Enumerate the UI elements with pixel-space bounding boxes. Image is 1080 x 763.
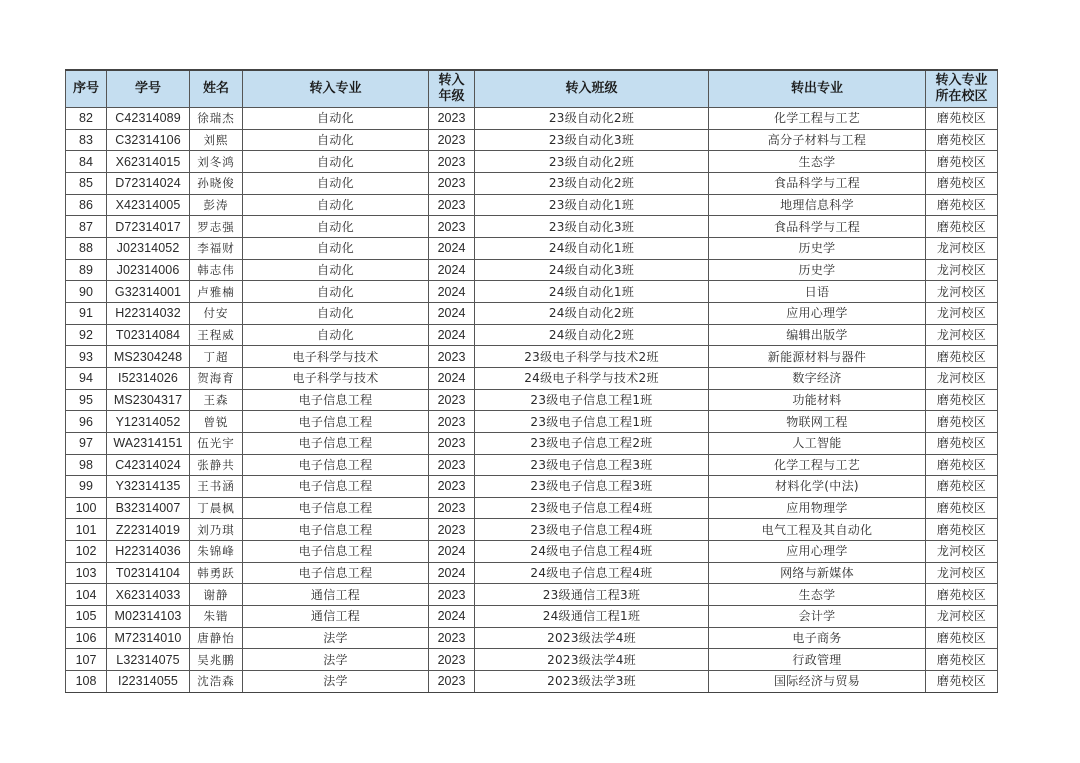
table-row bbox=[66, 432, 998, 454]
cell-target-major: 自动化 bbox=[243, 302, 429, 324]
table-row bbox=[66, 649, 998, 671]
cell-grade: 2023 bbox=[429, 649, 475, 671]
cell-campus: 磨苑校区 bbox=[926, 389, 998, 411]
cell-seq: 102 bbox=[66, 541, 107, 563]
cell-grade: 2023 bbox=[429, 216, 475, 238]
cell-target-class: 23级电子信息工程1班 bbox=[475, 411, 709, 433]
cell-campus: 磨苑校区 bbox=[926, 454, 998, 476]
cell-campus: 磨苑校区 bbox=[926, 411, 998, 433]
cell-student-id: L32314075 bbox=[107, 649, 190, 671]
header-student-id: 学号 bbox=[107, 70, 190, 108]
cell-seq: 100 bbox=[66, 497, 107, 519]
cell-name: 王书涵 bbox=[190, 476, 243, 498]
cell-seq: 90 bbox=[66, 281, 107, 303]
cell-source-major: 数字经济 bbox=[709, 367, 926, 389]
cell-student-id: H22314036 bbox=[107, 541, 190, 563]
header-seq: 序号 bbox=[66, 70, 107, 108]
cell-campus: 龙河校区 bbox=[926, 324, 998, 346]
table-row bbox=[66, 129, 998, 151]
cell-name: 伍光宇 bbox=[190, 432, 243, 454]
cell-seq: 105 bbox=[66, 606, 107, 628]
table-row bbox=[66, 172, 998, 194]
cell-source-major: 历史学 bbox=[709, 259, 926, 281]
cell-target-class: 24级通信工程1班 bbox=[475, 606, 709, 628]
table-row bbox=[66, 627, 998, 649]
cell-campus: 磨苑校区 bbox=[926, 476, 998, 498]
cell-campus: 磨苑校区 bbox=[926, 671, 998, 693]
cell-target-class: 23级通信工程3班 bbox=[475, 584, 709, 606]
cell-target-class: 23级电子信息工程4班 bbox=[475, 519, 709, 541]
cell-source-major: 新能源材料与器件 bbox=[709, 346, 926, 368]
cell-target-class: 2023级法学4班 bbox=[475, 649, 709, 671]
cell-student-id: D72314024 bbox=[107, 172, 190, 194]
cell-student-id: Y12314052 bbox=[107, 411, 190, 433]
cell-target-major: 电子信息工程 bbox=[243, 411, 429, 433]
cell-grade: 2023 bbox=[429, 671, 475, 693]
cell-grade: 2023 bbox=[429, 194, 475, 216]
table-row bbox=[66, 281, 998, 303]
cell-campus: 龙河校区 bbox=[926, 367, 998, 389]
cell-seq: 82 bbox=[66, 108, 107, 130]
cell-campus: 磨苑校区 bbox=[926, 129, 998, 151]
cell-target-major: 自动化 bbox=[243, 324, 429, 346]
cell-target-major: 电子科学与技术 bbox=[243, 346, 429, 368]
cell-campus: 磨苑校区 bbox=[926, 627, 998, 649]
cell-student-id: C42314024 bbox=[107, 454, 190, 476]
cell-source-major: 食品科学与工程 bbox=[709, 216, 926, 238]
table-row bbox=[66, 302, 998, 324]
cell-student-id: MS2304317 bbox=[107, 389, 190, 411]
table-row bbox=[66, 606, 998, 628]
cell-grade: 2023 bbox=[429, 454, 475, 476]
cell-grade: 2024 bbox=[429, 259, 475, 281]
cell-name: 刘乃琪 bbox=[190, 519, 243, 541]
cell-seq: 101 bbox=[66, 519, 107, 541]
cell-target-class: 24级自动化2班 bbox=[475, 302, 709, 324]
cell-campus: 磨苑校区 bbox=[926, 584, 998, 606]
cell-name: 贺海育 bbox=[190, 367, 243, 389]
cell-seq: 106 bbox=[66, 627, 107, 649]
cell-student-id: MS2304248 bbox=[107, 346, 190, 368]
cell-student-id: J02314006 bbox=[107, 259, 190, 281]
cell-grade: 2023 bbox=[429, 497, 475, 519]
cell-target-major: 法学 bbox=[243, 627, 429, 649]
cell-target-major: 电子信息工程 bbox=[243, 454, 429, 476]
cell-seq: 97 bbox=[66, 432, 107, 454]
cell-student-id: Y32314135 bbox=[107, 476, 190, 498]
cell-source-major: 国际经济与贸易 bbox=[709, 671, 926, 693]
table-row bbox=[66, 237, 998, 259]
table-row bbox=[66, 324, 998, 346]
cell-student-id: M02314103 bbox=[107, 606, 190, 628]
table-row bbox=[66, 346, 998, 368]
cell-grade: 2023 bbox=[429, 108, 475, 130]
cell-grade: 2023 bbox=[429, 519, 475, 541]
header-campus-line2: 所在校区 bbox=[935, 89, 988, 104]
table-row bbox=[66, 671, 998, 693]
cell-student-id: D72314017 bbox=[107, 216, 190, 238]
cell-campus: 龙河校区 bbox=[926, 281, 998, 303]
cell-student-id: WA2314151 bbox=[107, 432, 190, 454]
cell-source-major: 食品科学与工程 bbox=[709, 172, 926, 194]
cell-grade: 2023 bbox=[429, 151, 475, 173]
cell-target-class: 24级自动化1班 bbox=[475, 237, 709, 259]
cell-student-id: X62314033 bbox=[107, 584, 190, 606]
cell-target-major: 自动化 bbox=[243, 237, 429, 259]
cell-name: 韩勇跃 bbox=[190, 562, 243, 584]
cell-campus: 龙河校区 bbox=[926, 259, 998, 281]
cell-target-major: 电子信息工程 bbox=[243, 562, 429, 584]
header-grade-line1: 转入 bbox=[438, 73, 465, 88]
cell-target-class: 24级电子信息工程4班 bbox=[475, 541, 709, 563]
table-row bbox=[66, 476, 998, 498]
cell-grade: 2023 bbox=[429, 627, 475, 649]
cell-target-major: 自动化 bbox=[243, 108, 429, 130]
cell-campus: 磨苑校区 bbox=[926, 432, 998, 454]
cell-name: 刘熙 bbox=[190, 129, 243, 151]
cell-grade: 2023 bbox=[429, 432, 475, 454]
transfer-list-sheet bbox=[65, 69, 998, 693]
table-row bbox=[66, 389, 998, 411]
cell-name: 丁晨枫 bbox=[190, 497, 243, 519]
cell-seq: 107 bbox=[66, 649, 107, 671]
cell-grade: 2024 bbox=[429, 562, 475, 584]
header-row bbox=[66, 70, 998, 108]
cell-student-id: H22314032 bbox=[107, 302, 190, 324]
cell-campus: 磨苑校区 bbox=[926, 497, 998, 519]
cell-seq: 94 bbox=[66, 367, 107, 389]
table-row bbox=[66, 411, 998, 433]
cell-source-major: 应用心理学 bbox=[709, 302, 926, 324]
table-row bbox=[66, 519, 998, 541]
header-campus bbox=[926, 70, 998, 108]
header-target-class: 转入班级 bbox=[475, 70, 709, 108]
cell-target-major: 自动化 bbox=[243, 194, 429, 216]
cell-name: 张静共 bbox=[190, 454, 243, 476]
cell-source-major: 应用心理学 bbox=[709, 541, 926, 563]
cell-name: 王森 bbox=[190, 389, 243, 411]
cell-grade: 2024 bbox=[429, 324, 475, 346]
cell-name: 曾锐 bbox=[190, 411, 243, 433]
cell-student-id: C42314089 bbox=[107, 108, 190, 130]
cell-campus: 磨苑校区 bbox=[926, 108, 998, 130]
cell-target-major: 自动化 bbox=[243, 259, 429, 281]
cell-name: 朱锴 bbox=[190, 606, 243, 628]
cell-seq: 88 bbox=[66, 237, 107, 259]
cell-name: 吴兆鹏 bbox=[190, 649, 243, 671]
table-row bbox=[66, 108, 998, 130]
cell-campus: 龙河校区 bbox=[926, 541, 998, 563]
cell-campus: 磨苑校区 bbox=[926, 194, 998, 216]
cell-target-major: 自动化 bbox=[243, 216, 429, 238]
cell-student-id: I52314026 bbox=[107, 367, 190, 389]
table-row bbox=[66, 194, 998, 216]
header-grade-line2: 年级 bbox=[438, 89, 465, 104]
cell-seq: 87 bbox=[66, 216, 107, 238]
cell-target-class: 24级自动化3班 bbox=[475, 259, 709, 281]
cell-source-major: 高分子材料与工程 bbox=[709, 129, 926, 151]
cell-student-id: C32314106 bbox=[107, 129, 190, 151]
cell-target-major: 电子信息工程 bbox=[243, 519, 429, 541]
header-name: 姓名 bbox=[190, 70, 243, 108]
cell-campus: 龙河校区 bbox=[926, 237, 998, 259]
cell-campus: 龙河校区 bbox=[926, 302, 998, 324]
cell-seq: 92 bbox=[66, 324, 107, 346]
cell-target-major: 自动化 bbox=[243, 129, 429, 151]
cell-campus: 磨苑校区 bbox=[926, 216, 998, 238]
cell-campus: 磨苑校区 bbox=[926, 172, 998, 194]
cell-target-class: 23级电子科学与技术2班 bbox=[475, 346, 709, 368]
cell-seq: 86 bbox=[66, 194, 107, 216]
cell-source-major: 功能材料 bbox=[709, 389, 926, 411]
cell-target-class: 24级自动化1班 bbox=[475, 281, 709, 303]
cell-student-id: B32314007 bbox=[107, 497, 190, 519]
cell-campus: 磨苑校区 bbox=[926, 346, 998, 368]
cell-target-class: 2023级法学3班 bbox=[475, 671, 709, 693]
cell-source-major: 行政管理 bbox=[709, 649, 926, 671]
cell-name: 卢雅楠 bbox=[190, 281, 243, 303]
cell-grade: 2024 bbox=[429, 367, 475, 389]
cell-target-class: 23级电子信息工程4班 bbox=[475, 497, 709, 519]
table-row bbox=[66, 497, 998, 519]
cell-target-class: 24级电子信息工程4班 bbox=[475, 562, 709, 584]
table-row bbox=[66, 584, 998, 606]
cell-source-major: 应用物理学 bbox=[709, 497, 926, 519]
cell-target-class: 24级自动化2班 bbox=[475, 324, 709, 346]
cell-source-major: 历史学 bbox=[709, 237, 926, 259]
cell-name: 孙晓俊 bbox=[190, 172, 243, 194]
header-campus-line1: 转入专业 bbox=[935, 73, 988, 88]
cell-campus: 磨苑校区 bbox=[926, 519, 998, 541]
cell-target-class: 23级自动化2班 bbox=[475, 172, 709, 194]
cell-source-major: 会计学 bbox=[709, 606, 926, 628]
cell-name: 谢静 bbox=[190, 584, 243, 606]
cell-target-class: 24级电子科学与技术2班 bbox=[475, 367, 709, 389]
cell-name: 沈浩森 bbox=[190, 671, 243, 693]
cell-student-id: M72314010 bbox=[107, 627, 190, 649]
cell-source-major: 地理信息科学 bbox=[709, 194, 926, 216]
cell-target-major: 电子信息工程 bbox=[243, 389, 429, 411]
cell-target-major: 自动化 bbox=[243, 281, 429, 303]
cell-target-major: 电子科学与技术 bbox=[243, 367, 429, 389]
cell-seq: 103 bbox=[66, 562, 107, 584]
cell-campus: 磨苑校区 bbox=[926, 649, 998, 671]
cell-seq: 85 bbox=[66, 172, 107, 194]
cell-grade: 2024 bbox=[429, 302, 475, 324]
cell-source-major: 网络与新媒体 bbox=[709, 562, 926, 584]
cell-campus: 磨苑校区 bbox=[926, 151, 998, 173]
table-row bbox=[66, 454, 998, 476]
transfer-table bbox=[65, 69, 998, 693]
table-row bbox=[66, 259, 998, 281]
cell-source-major: 生态学 bbox=[709, 584, 926, 606]
cell-grade: 2024 bbox=[429, 237, 475, 259]
cell-source-major: 生态学 bbox=[709, 151, 926, 173]
cell-grade: 2024 bbox=[429, 541, 475, 563]
cell-seq: 93 bbox=[66, 346, 107, 368]
cell-student-id: J02314052 bbox=[107, 237, 190, 259]
cell-target-major: 通信工程 bbox=[243, 606, 429, 628]
cell-name: 徐瑞杰 bbox=[190, 108, 243, 130]
cell-source-major: 化学工程与工艺 bbox=[709, 108, 926, 130]
cell-source-major: 编辑出版学 bbox=[709, 324, 926, 346]
cell-source-major: 电气工程及其自动化 bbox=[709, 519, 926, 541]
cell-target-class: 23级电子信息工程3班 bbox=[475, 476, 709, 498]
table-row bbox=[66, 151, 998, 173]
table-row bbox=[66, 541, 998, 563]
cell-target-class: 23级自动化2班 bbox=[475, 151, 709, 173]
cell-grade: 2023 bbox=[429, 129, 475, 151]
cell-grade: 2023 bbox=[429, 172, 475, 194]
cell-target-major: 自动化 bbox=[243, 151, 429, 173]
cell-grade: 2024 bbox=[429, 606, 475, 628]
cell-target-major: 电子信息工程 bbox=[243, 541, 429, 563]
cell-student-id: X42314005 bbox=[107, 194, 190, 216]
cell-student-id: T02314104 bbox=[107, 562, 190, 584]
cell-student-id: T02314084 bbox=[107, 324, 190, 346]
cell-seq: 99 bbox=[66, 476, 107, 498]
cell-seq: 95 bbox=[66, 389, 107, 411]
cell-target-class: 2023级法学4班 bbox=[475, 627, 709, 649]
cell-seq: 91 bbox=[66, 302, 107, 324]
cell-campus: 龙河校区 bbox=[926, 562, 998, 584]
cell-target-major: 通信工程 bbox=[243, 584, 429, 606]
header-grade bbox=[429, 70, 475, 108]
cell-name: 罗志强 bbox=[190, 216, 243, 238]
cell-grade: 2023 bbox=[429, 584, 475, 606]
cell-source-major: 物联网工程 bbox=[709, 411, 926, 433]
cell-source-major: 日语 bbox=[709, 281, 926, 303]
cell-source-major: 化学工程与工艺 bbox=[709, 454, 926, 476]
cell-name: 丁超 bbox=[190, 346, 243, 368]
cell-target-class: 23级电子信息工程1班 bbox=[475, 389, 709, 411]
cell-target-class: 23级电子信息工程2班 bbox=[475, 432, 709, 454]
cell-name: 付安 bbox=[190, 302, 243, 324]
header-target-major: 转入专业 bbox=[243, 70, 429, 108]
cell-source-major: 人工智能 bbox=[709, 432, 926, 454]
table-body bbox=[66, 108, 998, 693]
cell-seq: 84 bbox=[66, 151, 107, 173]
cell-grade: 2023 bbox=[429, 476, 475, 498]
table-row bbox=[66, 367, 998, 389]
cell-campus: 龙河校区 bbox=[926, 606, 998, 628]
cell-seq: 89 bbox=[66, 259, 107, 281]
cell-target-class: 23级自动化1班 bbox=[475, 194, 709, 216]
cell-target-major: 电子信息工程 bbox=[243, 497, 429, 519]
cell-student-id: X62314015 bbox=[107, 151, 190, 173]
cell-target-major: 电子信息工程 bbox=[243, 432, 429, 454]
cell-student-id: I22314055 bbox=[107, 671, 190, 693]
table-row bbox=[66, 562, 998, 584]
cell-seq: 98 bbox=[66, 454, 107, 476]
cell-name: 李福财 bbox=[190, 237, 243, 259]
cell-name: 唐静怡 bbox=[190, 627, 243, 649]
cell-target-class: 23级自动化2班 bbox=[475, 108, 709, 130]
cell-grade: 2023 bbox=[429, 346, 475, 368]
cell-target-major: 法学 bbox=[243, 671, 429, 693]
cell-name: 朱锦峰 bbox=[190, 541, 243, 563]
cell-seq: 96 bbox=[66, 411, 107, 433]
cell-source-major: 材料化学(中法) bbox=[709, 476, 926, 498]
cell-seq: 83 bbox=[66, 129, 107, 151]
cell-target-major: 自动化 bbox=[243, 172, 429, 194]
cell-source-major: 电子商务 bbox=[709, 627, 926, 649]
cell-seq: 108 bbox=[66, 671, 107, 693]
cell-name: 韩志伟 bbox=[190, 259, 243, 281]
cell-name: 刘冬鸿 bbox=[190, 151, 243, 173]
cell-student-id: Z22314019 bbox=[107, 519, 190, 541]
cell-name: 王程威 bbox=[190, 324, 243, 346]
cell-target-class: 23级自动化3班 bbox=[475, 216, 709, 238]
cell-name: 彭涛 bbox=[190, 194, 243, 216]
cell-seq: 104 bbox=[66, 584, 107, 606]
table-row bbox=[66, 216, 998, 238]
cell-target-class: 23级自动化3班 bbox=[475, 129, 709, 151]
cell-grade: 2023 bbox=[429, 411, 475, 433]
cell-target-major: 电子信息工程 bbox=[243, 476, 429, 498]
cell-target-class: 23级电子信息工程3班 bbox=[475, 454, 709, 476]
cell-grade: 2024 bbox=[429, 281, 475, 303]
header-source-major: 转出专业 bbox=[709, 70, 926, 108]
cell-student-id: G32314001 bbox=[107, 281, 190, 303]
cell-grade: 2023 bbox=[429, 389, 475, 411]
cell-target-major: 法学 bbox=[243, 649, 429, 671]
